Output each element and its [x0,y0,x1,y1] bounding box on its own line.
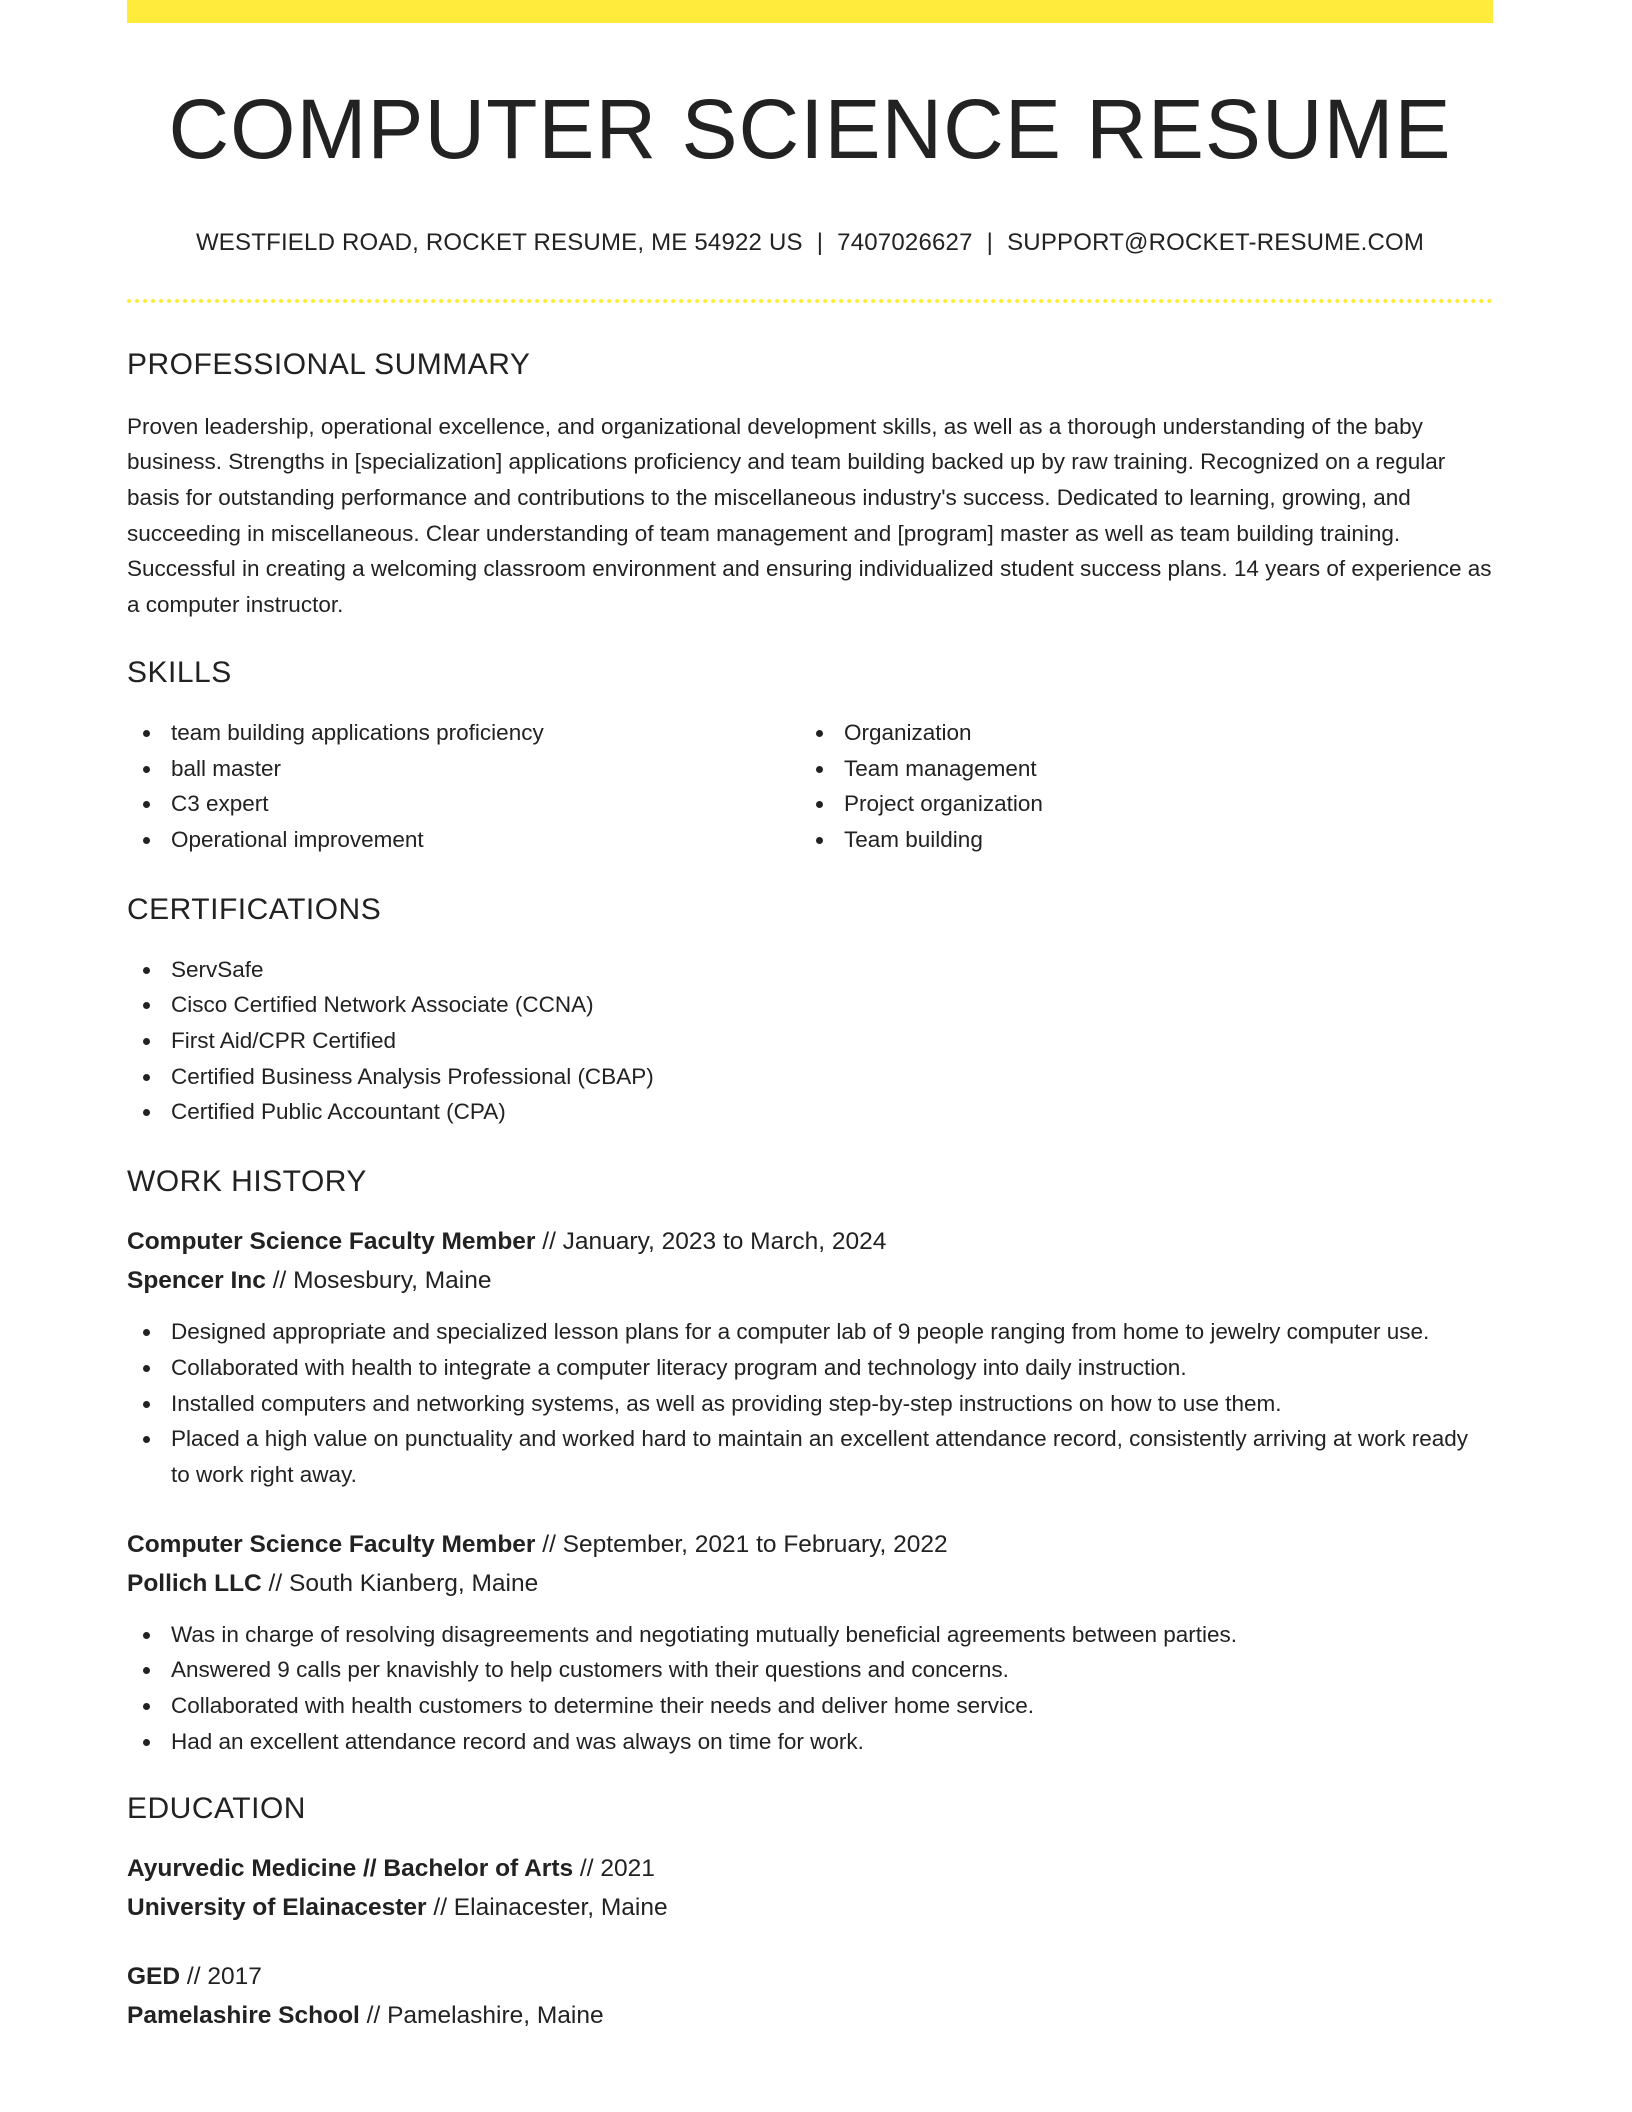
contact-line [127,227,1493,258]
job-duty: Collaborated with health customers to determine their needs and deliver home service. [127,1688,1493,1724]
certification-item: Certified Public Accountant (CPA) [127,1094,1493,1130]
education-degree-line [127,1849,1493,1888]
skill-item: C3 expert [127,786,800,822]
skill-item: ball master [127,751,800,787]
education-school: University of Elainacester [127,1894,427,1922]
job-title-line [127,1525,1493,1564]
work-history-heading: WORK HISTORY [127,1165,367,1199]
contact-phone: 7407026627 [837,229,973,257]
job-duty: Collaborated with health to integrate a computer literacy program and technology into daily instruction. [127,1350,1493,1386]
job-company-line [127,1261,1493,1300]
job-entry [127,1222,1493,1493]
skill-item: team building applications proficiency [127,715,800,751]
job-company-line [127,1564,1493,1603]
skill-item: Operational improvement [127,822,800,858]
summary-text: Proven leadership, operational excellence, and organizational development skills, as well as a thorough understanding of the baby business. Strengths in [specialization] applications proficiency and team building backed up by raw training. Recognized on a regular basis for outstanding performance and contributions to the miscellaneous industry's success. Dedicated to learning, growing, and succeeding in miscellaneous. Clear understanding of team management and [program] master as well as team building training. Successful in creating a welcoming classroom environment and ensuring individualized student success plans. 14 years of experience as a computer instructor. [127,413,1492,618]
summary-heading: PROFESSIONAL SUMMARY [127,347,531,381]
top-accent-bar [127,0,1493,23]
education-degree: Ayurvedic Medicine // Bachelor of Arts [127,1855,574,1883]
skill-item: Project organization [800,786,1473,822]
education-location: // Elainacester, Maine [426,1894,668,1922]
education-location: // Pamelashire, Maine [359,2002,604,2030]
job-duty: Was in charge of resolving disagreements and negotiating mutually beneficial agreements between parties. [127,1617,1493,1653]
job-duty: Placed a high value on punctuality and worked hard to maintain an excellent attendance record, consistently arriving at work ready to work right away. [127,1421,1493,1492]
contact-email: SUPPORT@ROCKET-RESUME.COM [1007,229,1425,257]
job-dates: // September, 2021 to February, 2022 [535,1530,948,1558]
certification-item: Cisco Certified Network Associate (CCNA) [127,987,1493,1023]
education-school-line [127,1996,1493,2035]
job-company: Spencer Inc [127,1267,266,1295]
job-title-line [127,1222,1493,1261]
job-duty: Installed computers and networking systems, as well as providing step-by-step instructions on how to use them. [127,1386,1493,1422]
job-duties-list [127,1314,1493,1493]
contact-address: WESTFIELD ROAD, ROCKET RESUME, ME 54922 US [195,229,803,257]
job-duties-list [127,1617,1493,1760]
education-entry [127,1957,1493,2035]
education-year: // 2021 [573,1855,655,1883]
job-duty: Answered 9 calls per knavishly to help customers with their questions and concerns. [127,1652,1493,1688]
education-year: // 2017 [180,1963,262,1991]
skill-item: Team building [800,822,1473,858]
resume-page [127,0,1493,2035]
education-entry [127,1849,1493,1927]
contact-separator: | [816,229,824,257]
skills-list-right [800,715,1473,858]
education-heading: EDUCATION [127,1792,306,1826]
job-duty: Designed appropriate and specialized lesson plans for a computer lab of 9 people ranging from home to jewelry computer use. [127,1314,1493,1350]
job-location: // Mosesbury, Maine [265,1267,492,1295]
skills-heading: SKILLS [127,655,232,689]
job-entry [127,1525,1493,1760]
certifications-heading: CERTIFICATIONS [127,892,382,926]
skills-list-left [127,715,800,858]
dotted-divider [127,299,1493,303]
certification-item: ServSafe [127,952,1493,988]
skills-grid [127,715,1493,858]
education-school: Pamelashire School [127,2002,360,2030]
job-role: Computer Science Faculty Member [127,1530,536,1558]
resume-title: COMPUTER SCIENCE RESUME [168,82,1452,176]
skill-item: Team management [800,751,1473,787]
job-company: Pollich LLC [127,1569,262,1597]
certifications-list [127,952,1493,1131]
certification-item: First Aid/CPR Certified [127,1023,1493,1059]
job-dates: // January, 2023 to March, 2024 [535,1228,887,1256]
education-degree-line [127,1957,1493,1996]
skill-item: Organization [800,715,1473,751]
contact-separator: | [986,229,994,257]
job-location: // South Kianberg, Maine [261,1569,539,1597]
job-duty: Had an excellent attendance record and was always on time for work. [127,1724,1493,1760]
job-role: Computer Science Faculty Member [127,1228,536,1256]
education-degree: GED [127,1963,181,1991]
education-school-line [127,1888,1493,1927]
certification-item: Certified Business Analysis Professional (CBAP) [127,1059,1493,1095]
